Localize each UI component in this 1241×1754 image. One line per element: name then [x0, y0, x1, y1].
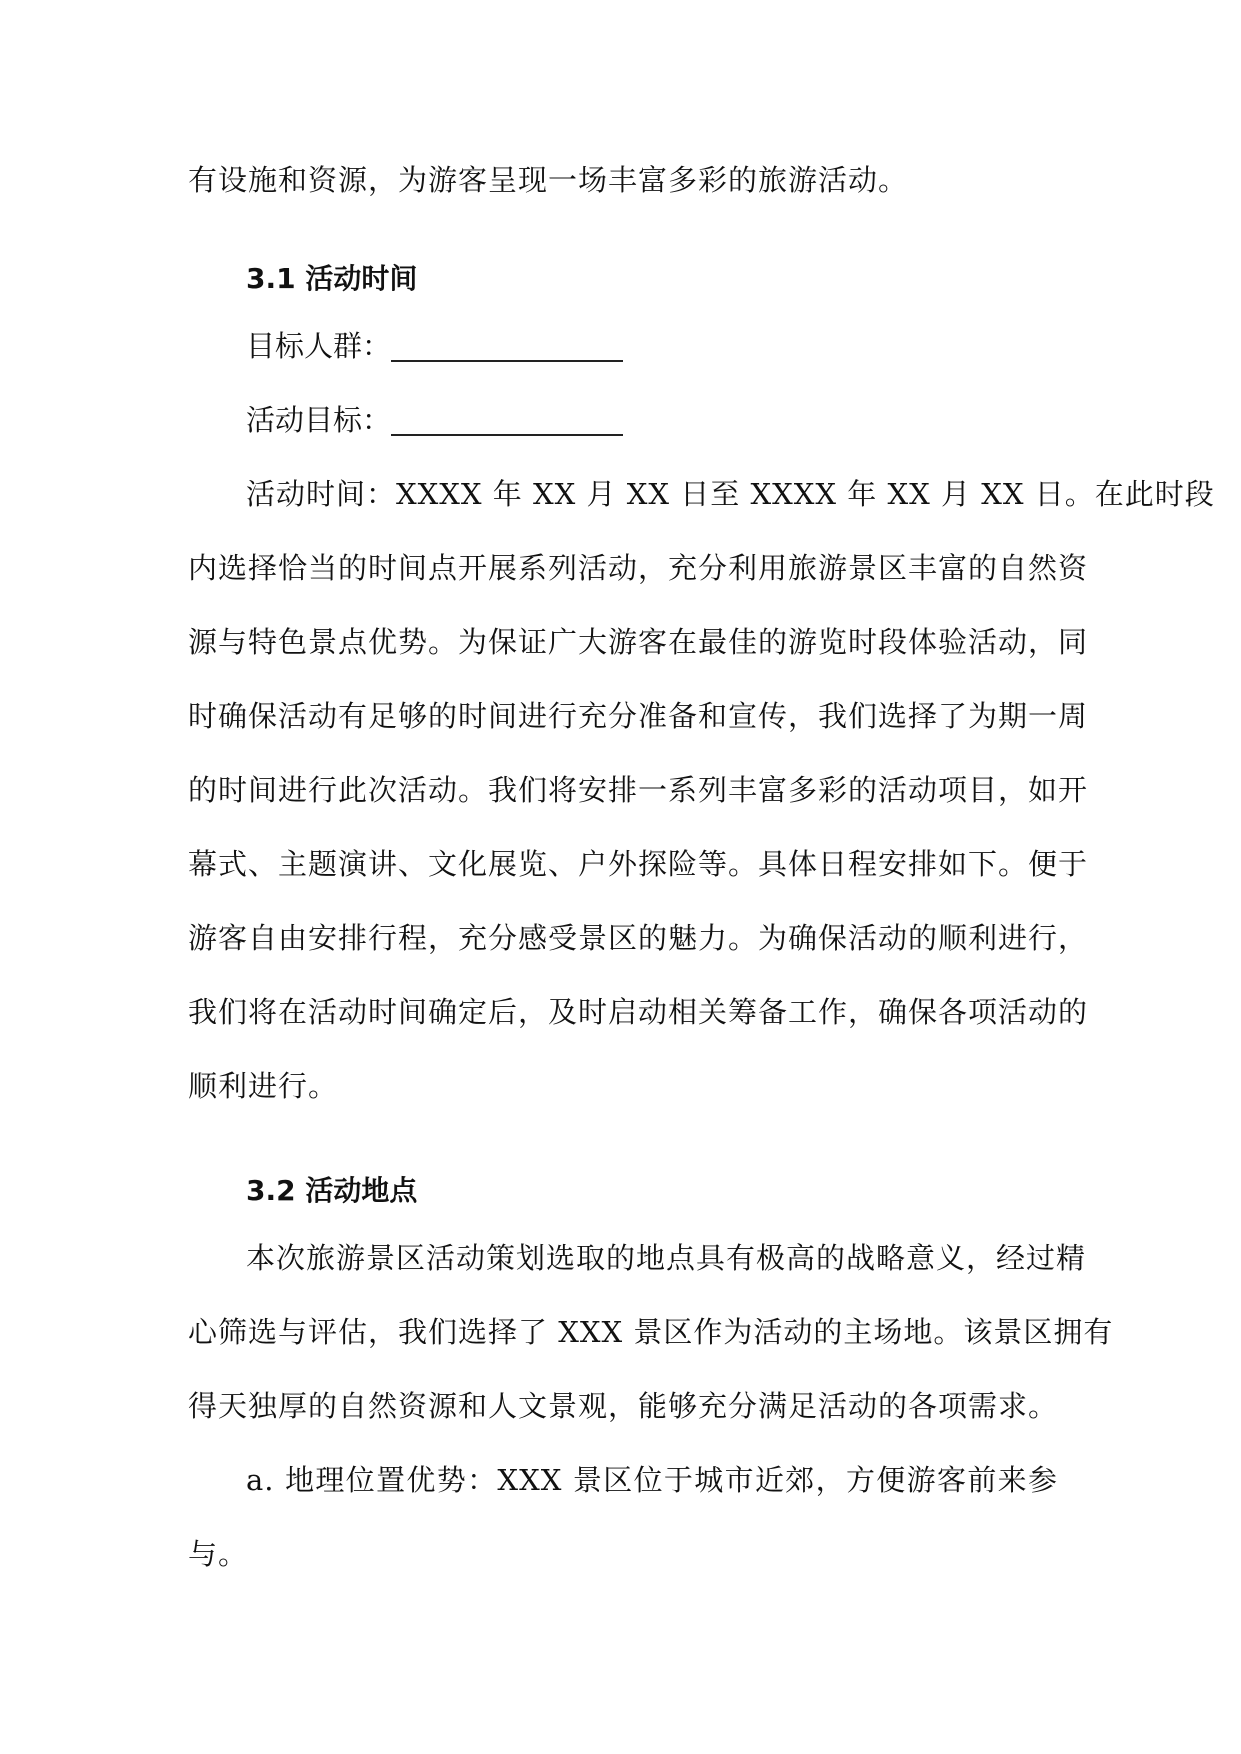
- paragraph-line: 时确保活动有足够的时间进行充分准备和宣传，我们选择了为期一周: [188, 699, 1089, 733]
- goal-field: [188, 383, 1058, 457]
- paragraph-line: 的时间进行此次活动。我们将安排一系列丰富多彩的活动项目，如开: [188, 773, 1089, 807]
- page-content: [188, 143, 1215, 1591]
- section-3-2-heading: 3.2 活动地点: [246, 1174, 418, 1207]
- paragraph-line: 源与特色景点优势。为保证广大游客在最佳的游览时段体验活动，同: [188, 625, 1089, 659]
- section-3-2-paragraph: [188, 1221, 1114, 1443]
- intro-tail-text: 有设施和资源，为游客呈现一场丰富多彩的旅游活动。: [188, 163, 909, 197]
- section-3-1-paragraph: [188, 457, 1215, 1123]
- target-group-blank-line: [391, 328, 623, 362]
- list-item-a: a. 地理位置优势：XXX 景区位于城市近郊，方便游客前来参与。: [188, 1463, 1058, 1571]
- paragraph-line: 内选择恰当的时间点开展系列活动，充分利用旅游景区丰富的自然资: [188, 551, 1089, 585]
- paragraph-line: 游客自由安排行程，充分感受景区的魅力。为确保活动的顺利进行，: [188, 921, 1089, 955]
- paragraph-line: 心筛选与评估，我们选择了 XXX 景区作为活动的主场地。该景区拥有: [188, 1315, 1114, 1349]
- target-group-field: [188, 309, 1058, 383]
- spacer: [188, 1123, 1058, 1161]
- paragraph-line: 顺利进行。: [188, 1069, 339, 1103]
- paragraph-line: 我们将在活动时间确定后，及时启动相关筹备工作，确保各项活动的: [188, 995, 1089, 1029]
- paragraph-line: 本次旅游景区活动策划选取的地点具有极高的战略意义，经过精: [246, 1241, 1087, 1275]
- section-3-1-heading: 3.1 活动时间: [246, 262, 418, 295]
- paragraph-line: 幕式、主题演讲、文化展览、户外探险等。具体日程安排如下。便于: [188, 847, 1089, 881]
- goal-label: 活动目标：: [246, 403, 392, 437]
- spacer: [188, 217, 1058, 249]
- goal-blank-line: [391, 402, 623, 436]
- paragraph-line: 活动时间：XXXX 年 XX 月 XX 日至 XXXX 年 XX 月 XX 日。在此时段: [246, 477, 1215, 511]
- target-group-label: 目标人群：: [246, 329, 392, 363]
- paragraph-line: 得天独厚的自然资源和人文景观，能够充分满足活动的各项需求。: [188, 1389, 1059, 1423]
